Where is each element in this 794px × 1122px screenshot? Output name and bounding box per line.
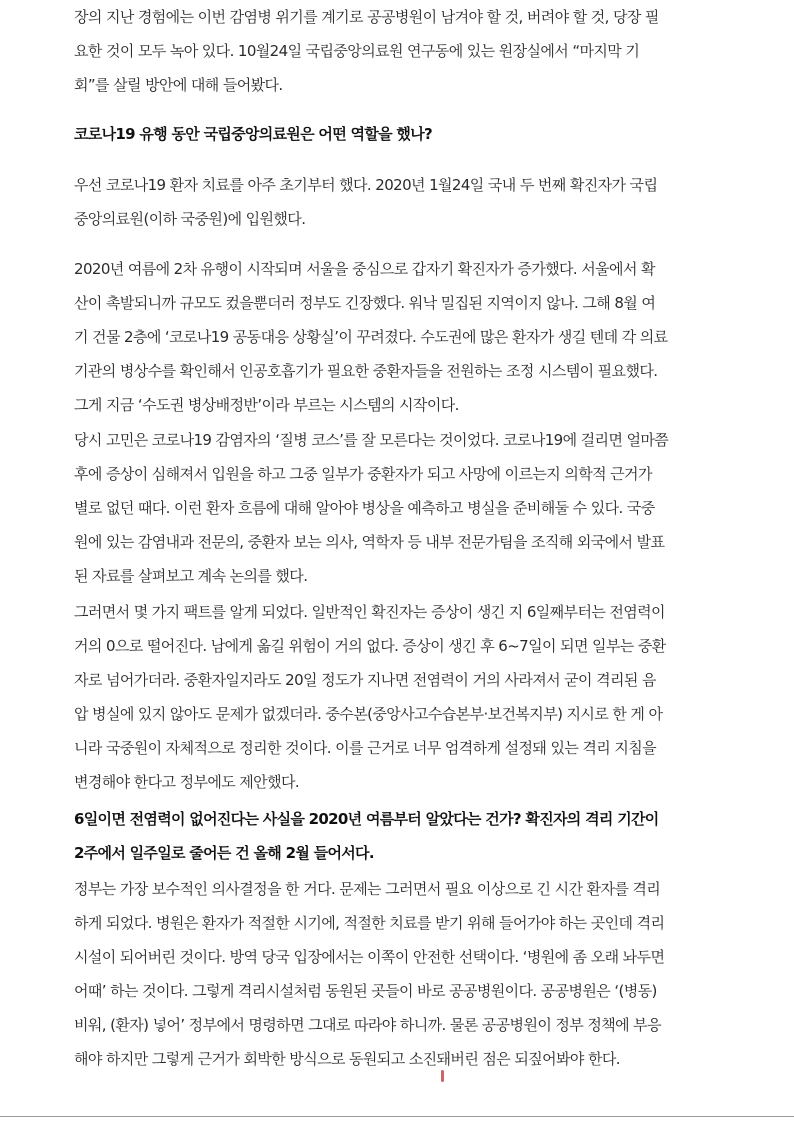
text-line: 별로 없던 때다. 이런 환자 흐름에 대해 알아야 병상을 예측하고 병실을 준비해둘 수 있다. 국중 <box>74 499 655 517</box>
text-line: 장의 지난 경험에는 이번 감염병 위기를 계기로 공공병원이 남겨야 할 것, 버려야 할 것, 당장 필 <box>74 8 659 26</box>
answer-1-paragraph-1 <box>74 168 724 236</box>
text-line: 기관의 병상수를 확인해서 인공호흡기가 필요한 중환자들을 전원하는 조정 시스템이 필요했다. <box>74 362 658 380</box>
text-line: 시설이 되어버린 것이다. 방역 당국 입장에서는 이쪽이 안전한 선택이다. ‘병원에 좀 오래 놔두면 <box>74 948 665 966</box>
text-line: 산이 촉발되니까 규모도 컸을뿐더러 정부도 긴장했다. 워낙 밀집된 지역이지 않나. 그해 8월 여 <box>74 294 656 312</box>
intro-paragraph <box>74 0 724 102</box>
text-line: 비워, (환자) 넣어’ 정부에서 명령하면 그대로 따라야 하니까. 물론 공공병원이 정부 정책에 부응 <box>74 1016 661 1034</box>
text-line: 해야 하지만 그렇게 근거가 회박한 방식으로 동원되고 소진돼버린 점은 되짚어봐야 한다. <box>74 1050 620 1068</box>
text-line: 중앙의료원(이하 국중원)에 입원했다. <box>74 210 306 228</box>
text-line: 된 자료를 살펴보고 계속 논의를 했다. <box>74 567 308 585</box>
answer-2-paragraph <box>74 872 724 1076</box>
answer-1-paragraph-2 <box>74 252 724 422</box>
scan-artifact-mark <box>441 1070 444 1082</box>
text-line: 변경해야 한다고 정부에도 제안했다. <box>74 773 300 791</box>
text-line: 그러면서 몇 가지 팩트를 알게 되었다. 일반적인 확진자는 증상이 생긴 지 6일째부터는 전염력이 <box>74 603 665 621</box>
text-line: 거의 0으로 떨어진다. 남에게 옮길 위험이 거의 없다. 증상이 생긴 후 6~7일이 되면 일부는 중환 <box>74 637 666 655</box>
text-line: 니라 국중원이 자체적으로 정리한 것이다. 이를 근거로 너무 엄격하게 설정돼 있는 격리 지침을 <box>74 739 657 757</box>
text-line: 회”를 살릴 방안에 대해 들어봤다. <box>74 76 283 94</box>
text-line: 요한 것이 모두 녹아 있다. 10월24일 국립중앙의료원 연구동에 있는 원장실에서 “마지막 기 <box>74 42 640 60</box>
text-line: 어때’ 하는 것이다. 그렇게 격리시설처럼 동원된 곳들이 바로 공공병원이다. 공공병원은 ‘(병동) <box>74 982 657 1000</box>
text-line: 후에 증상이 심해져서 입원을 하고 그중 일부가 중환자가 되고 사망에 이르는지 의학적 근거가 <box>74 465 652 483</box>
text-line: 원에 있는 감염내과 전문의, 중환자 보는 의사, 역학자 등 내부 전문가팀을 조직해 외국에서 발표 <box>74 533 665 551</box>
interview-question-2 <box>74 802 724 870</box>
text-line: 그게 지금 ‘수도권 병상배정반’이라 부르는 시스템의 시작이다. <box>74 396 459 414</box>
interview-question-1 <box>74 117 724 151</box>
text-line: 2020년 여름에 2차 유행이 시작되며 서울을 중심으로 갑자기 확진자가 증가했다. 서울에서 확 <box>74 260 655 278</box>
text-line: 하게 되었다. 병원은 환자가 적절한 시기에, 적절한 치료를 받기 위해 들어가야 하는 곳인데 격리 <box>74 914 665 932</box>
text-line: 우선 코로나19 환자 치료를 아주 초기부터 했다. 2020년 1월24일 국내 두 번째 확진자가 국립 <box>74 176 658 194</box>
text-line: 코로나19 유행 동안 국립중앙의료원은 어떤 역할을 했나? <box>74 125 432 143</box>
text-line: 당시 고민은 코로나19 감염자의 ‘질병 코스’를 잘 모른다는 것이었다. 코로나19에 걸리면 얼마쯤 <box>74 431 669 449</box>
page-bottom-rule <box>0 1116 794 1117</box>
text-line: 기 건물 2층에 ‘코로나19 공동대응 상황실’이 꾸려졌다. 수도권에 많은 환자가 생길 텐데 각 의료 <box>74 328 668 346</box>
text-line: 압 병실에 있지 않아도 문제가 없겠더라. 중수본(중앙사고수습본부·보건복지부) 지시로 한 게 아 <box>74 705 663 723</box>
text-line: 6일이면 전염력이 없어진다는 사실을 2020년 여름부터 알았다는 건가? 확진자의 격리 기간이 <box>74 810 659 828</box>
text-line: 자로 넘어가더라. 중환자일지라도 20일 정도가 지나면 전염력이 거의 사라져서 굳이 격리된 음 <box>74 671 656 689</box>
text-line: 2주에서 일주일로 줄어든 건 올해 2월 들어서다. <box>74 844 374 862</box>
text-line: 정부는 가장 보수적인 의사결정을 한 거다. 문제는 그러면서 필요 이상으로 긴 시간 환자를 격리 <box>74 880 661 898</box>
answer-1-paragraph-4 <box>74 595 724 799</box>
answer-1-paragraph-3 <box>74 423 724 593</box>
